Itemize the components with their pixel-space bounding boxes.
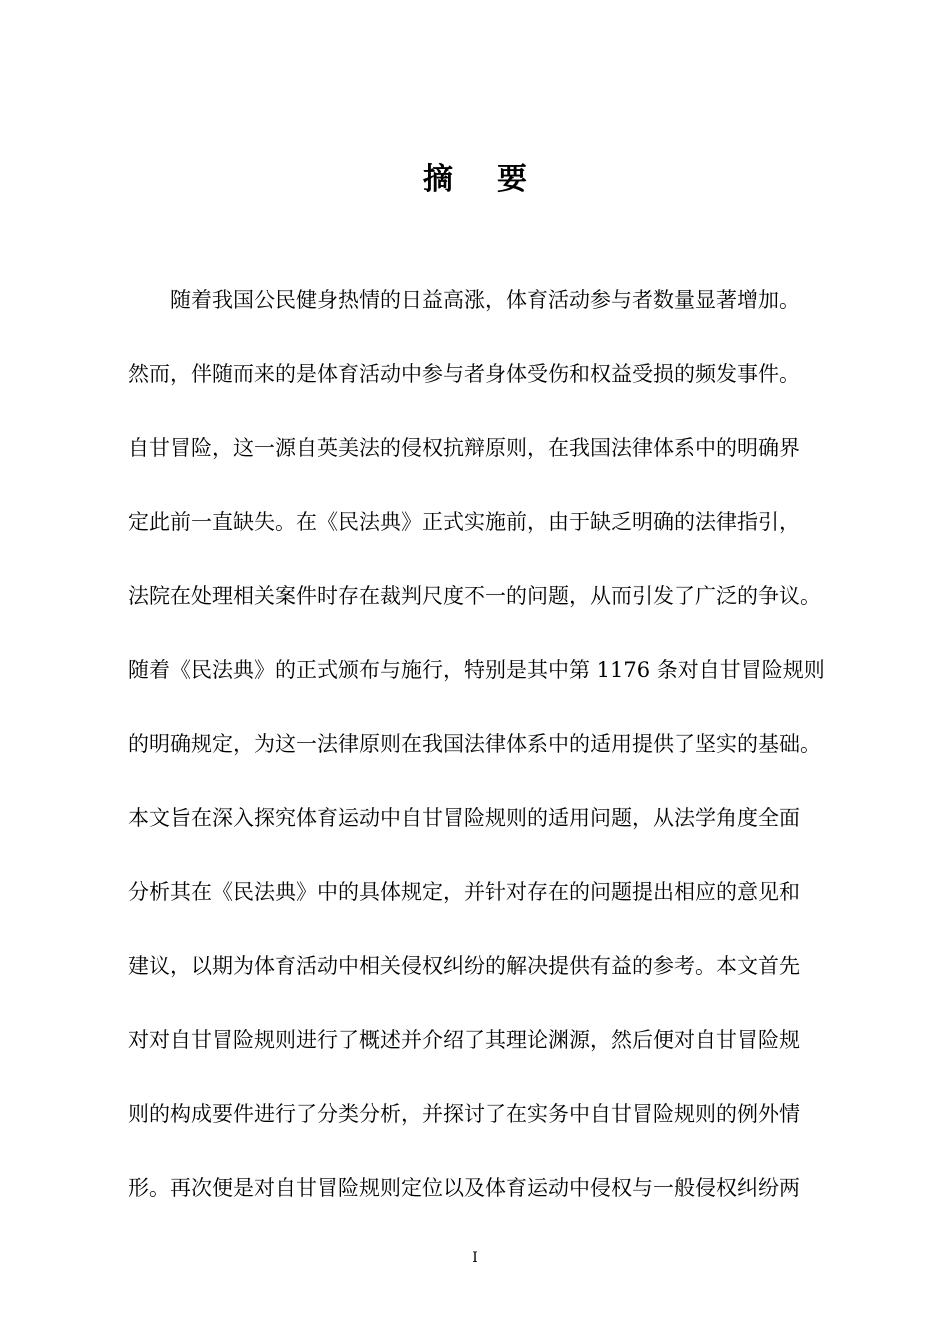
abstract-line: 形。再次便是对自甘冒险规则定位以及体育运动中侵权与一般侵权纠纷两	[128, 1176, 800, 1200]
abstract-line: 建议，以期为体育活动中相关侵权纠纷的解决提供有益的参考。本文首先	[128, 954, 800, 978]
abstract-line: 分析其在《民法典》中的具体规定，并针对存在的问题提出相应的意见和	[128, 880, 800, 904]
abstract-line: 对对自甘冒险规则进行了概述并介绍了其理论渊源，然后便对自甘冒险规	[128, 1028, 800, 1052]
abstract-title	[0, 160, 950, 200]
abstract-line: 然而，伴随而来的是体育活动中参与者身体受伤和权益受损的频发事件。	[128, 362, 800, 386]
abstract-line: 随着《民法典》的正式颁布与施行，特别是其中第 1176 条对自甘冒险规则	[128, 658, 825, 682]
abstract-title-char-1: 摘	[423, 162, 453, 197]
abstract-line: 的明确规定，为这一法律原则在我国法律体系中的适用提供了坚实的基础。	[128, 732, 821, 756]
abstract-line: 自甘冒险，这一源自英美法的侵权抗辩原则，在我国法律体系中的明确界	[128, 436, 800, 460]
abstract-title-char-2: 要	[497, 162, 527, 197]
abstract-line: 定此前一直缺失。在《民法典》正式实施前，由于缺乏明确的法律指引，	[128, 510, 800, 534]
abstract-line: 本文旨在深入探究体育运动中自甘冒险规则的适用问题，从法学角度全面	[128, 806, 800, 830]
page-number: I	[472, 1250, 478, 1266]
abstract-line: 随着我国公民健身热情的日益高涨，体育活动参与者数量显著增加。	[170, 288, 800, 312]
abstract-line: 则的构成要件进行了分类分析，并探讨了在实务中自甘冒险规则的例外情	[128, 1102, 800, 1126]
abstract-body	[128, 283, 858, 1245]
abstract-line: 法院在处理相关案件时存在裁判尺度不一的问题，从而引发了广泛的争议。	[128, 584, 821, 608]
